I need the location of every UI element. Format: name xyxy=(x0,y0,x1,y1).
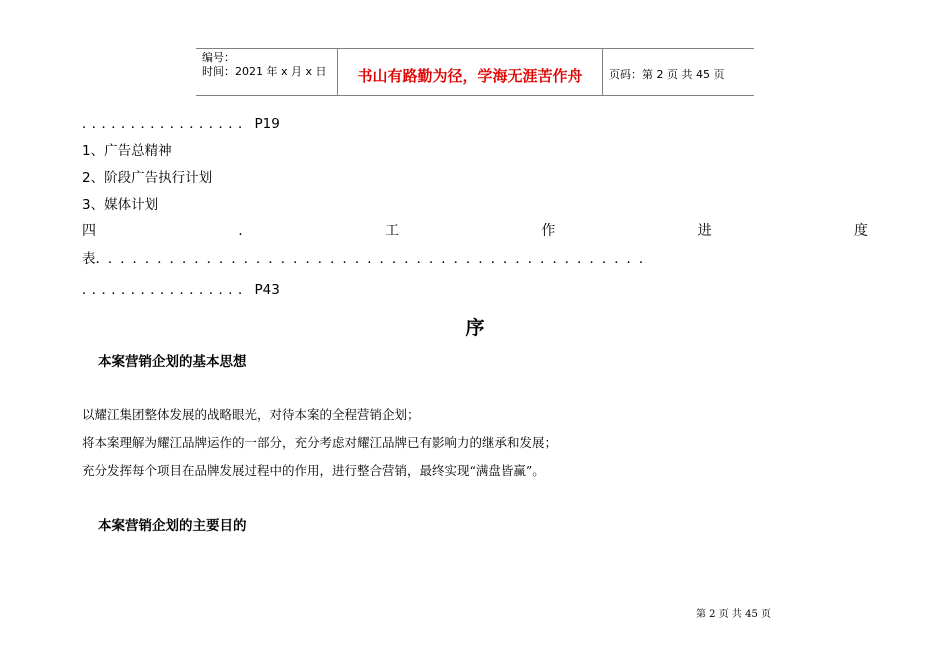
toc-line-long xyxy=(82,250,872,268)
toc-item-four xyxy=(82,222,868,240)
toc-item: 3、媒体计划 xyxy=(82,197,159,213)
toc-char: 四 xyxy=(82,223,96,239)
toc-line-p43 xyxy=(82,281,280,299)
number-label: 编号： xyxy=(202,51,235,64)
toc-item-tail: 表 xyxy=(82,251,96,267)
header-slogan: 书山有路勤为径，学海无涯苦作舟 xyxy=(338,49,603,95)
header-page-label: 页码：第 2 页 共 45 页 xyxy=(609,68,725,81)
toc-line-p19 xyxy=(82,115,280,133)
toc-page-ref: P19 xyxy=(254,116,280,132)
body-line: 充分发挥每个项目在品牌发展过程中的作用，进行整合营销，最终实现“满盘皆赢”。 xyxy=(82,463,545,478)
toc-item: 1、广告总精神 xyxy=(82,143,172,159)
toc-dots: ．．．．．．．．．．．．．．．．． xyxy=(82,116,255,132)
header-meta xyxy=(196,49,338,95)
toc-page-ref: P43 xyxy=(254,282,280,298)
toc-char: 度 xyxy=(853,223,868,239)
toc-char: . xyxy=(238,223,243,239)
section-heading: 本案营销企划的基本思想 xyxy=(98,354,247,370)
toc-char: 进 xyxy=(697,223,712,239)
page-header xyxy=(196,48,754,96)
toc-dots: ．．．．．．．．．．．．．．．．． xyxy=(82,282,255,298)
body-line: 将本案理解为耀江品牌运作的一部分，充分考虑对耀江品牌已有影响力的继承和发展； xyxy=(82,435,558,450)
toc-item: 2、阶段广告执行计划 xyxy=(82,170,213,186)
page-title: 序 xyxy=(465,317,485,339)
section-heading: 本案营销企划的主要目的 xyxy=(98,518,247,534)
page-footer: 第 2 页 共 45 页 xyxy=(696,609,771,620)
body-line: 以耀江集团整体发展的战略眼光，对待本案的全程营销企划； xyxy=(82,407,420,422)
toc-char: 作 xyxy=(541,223,556,239)
toc-dots: ．．．．．．．．．．．．．．．．．．．．．．．．．．．．．．．．．．．．．．．．．．．．． xyxy=(95,251,658,267)
time-label: 时间：2021 年 x 月 x 日 xyxy=(202,65,327,78)
toc-char: 工 xyxy=(385,223,400,239)
